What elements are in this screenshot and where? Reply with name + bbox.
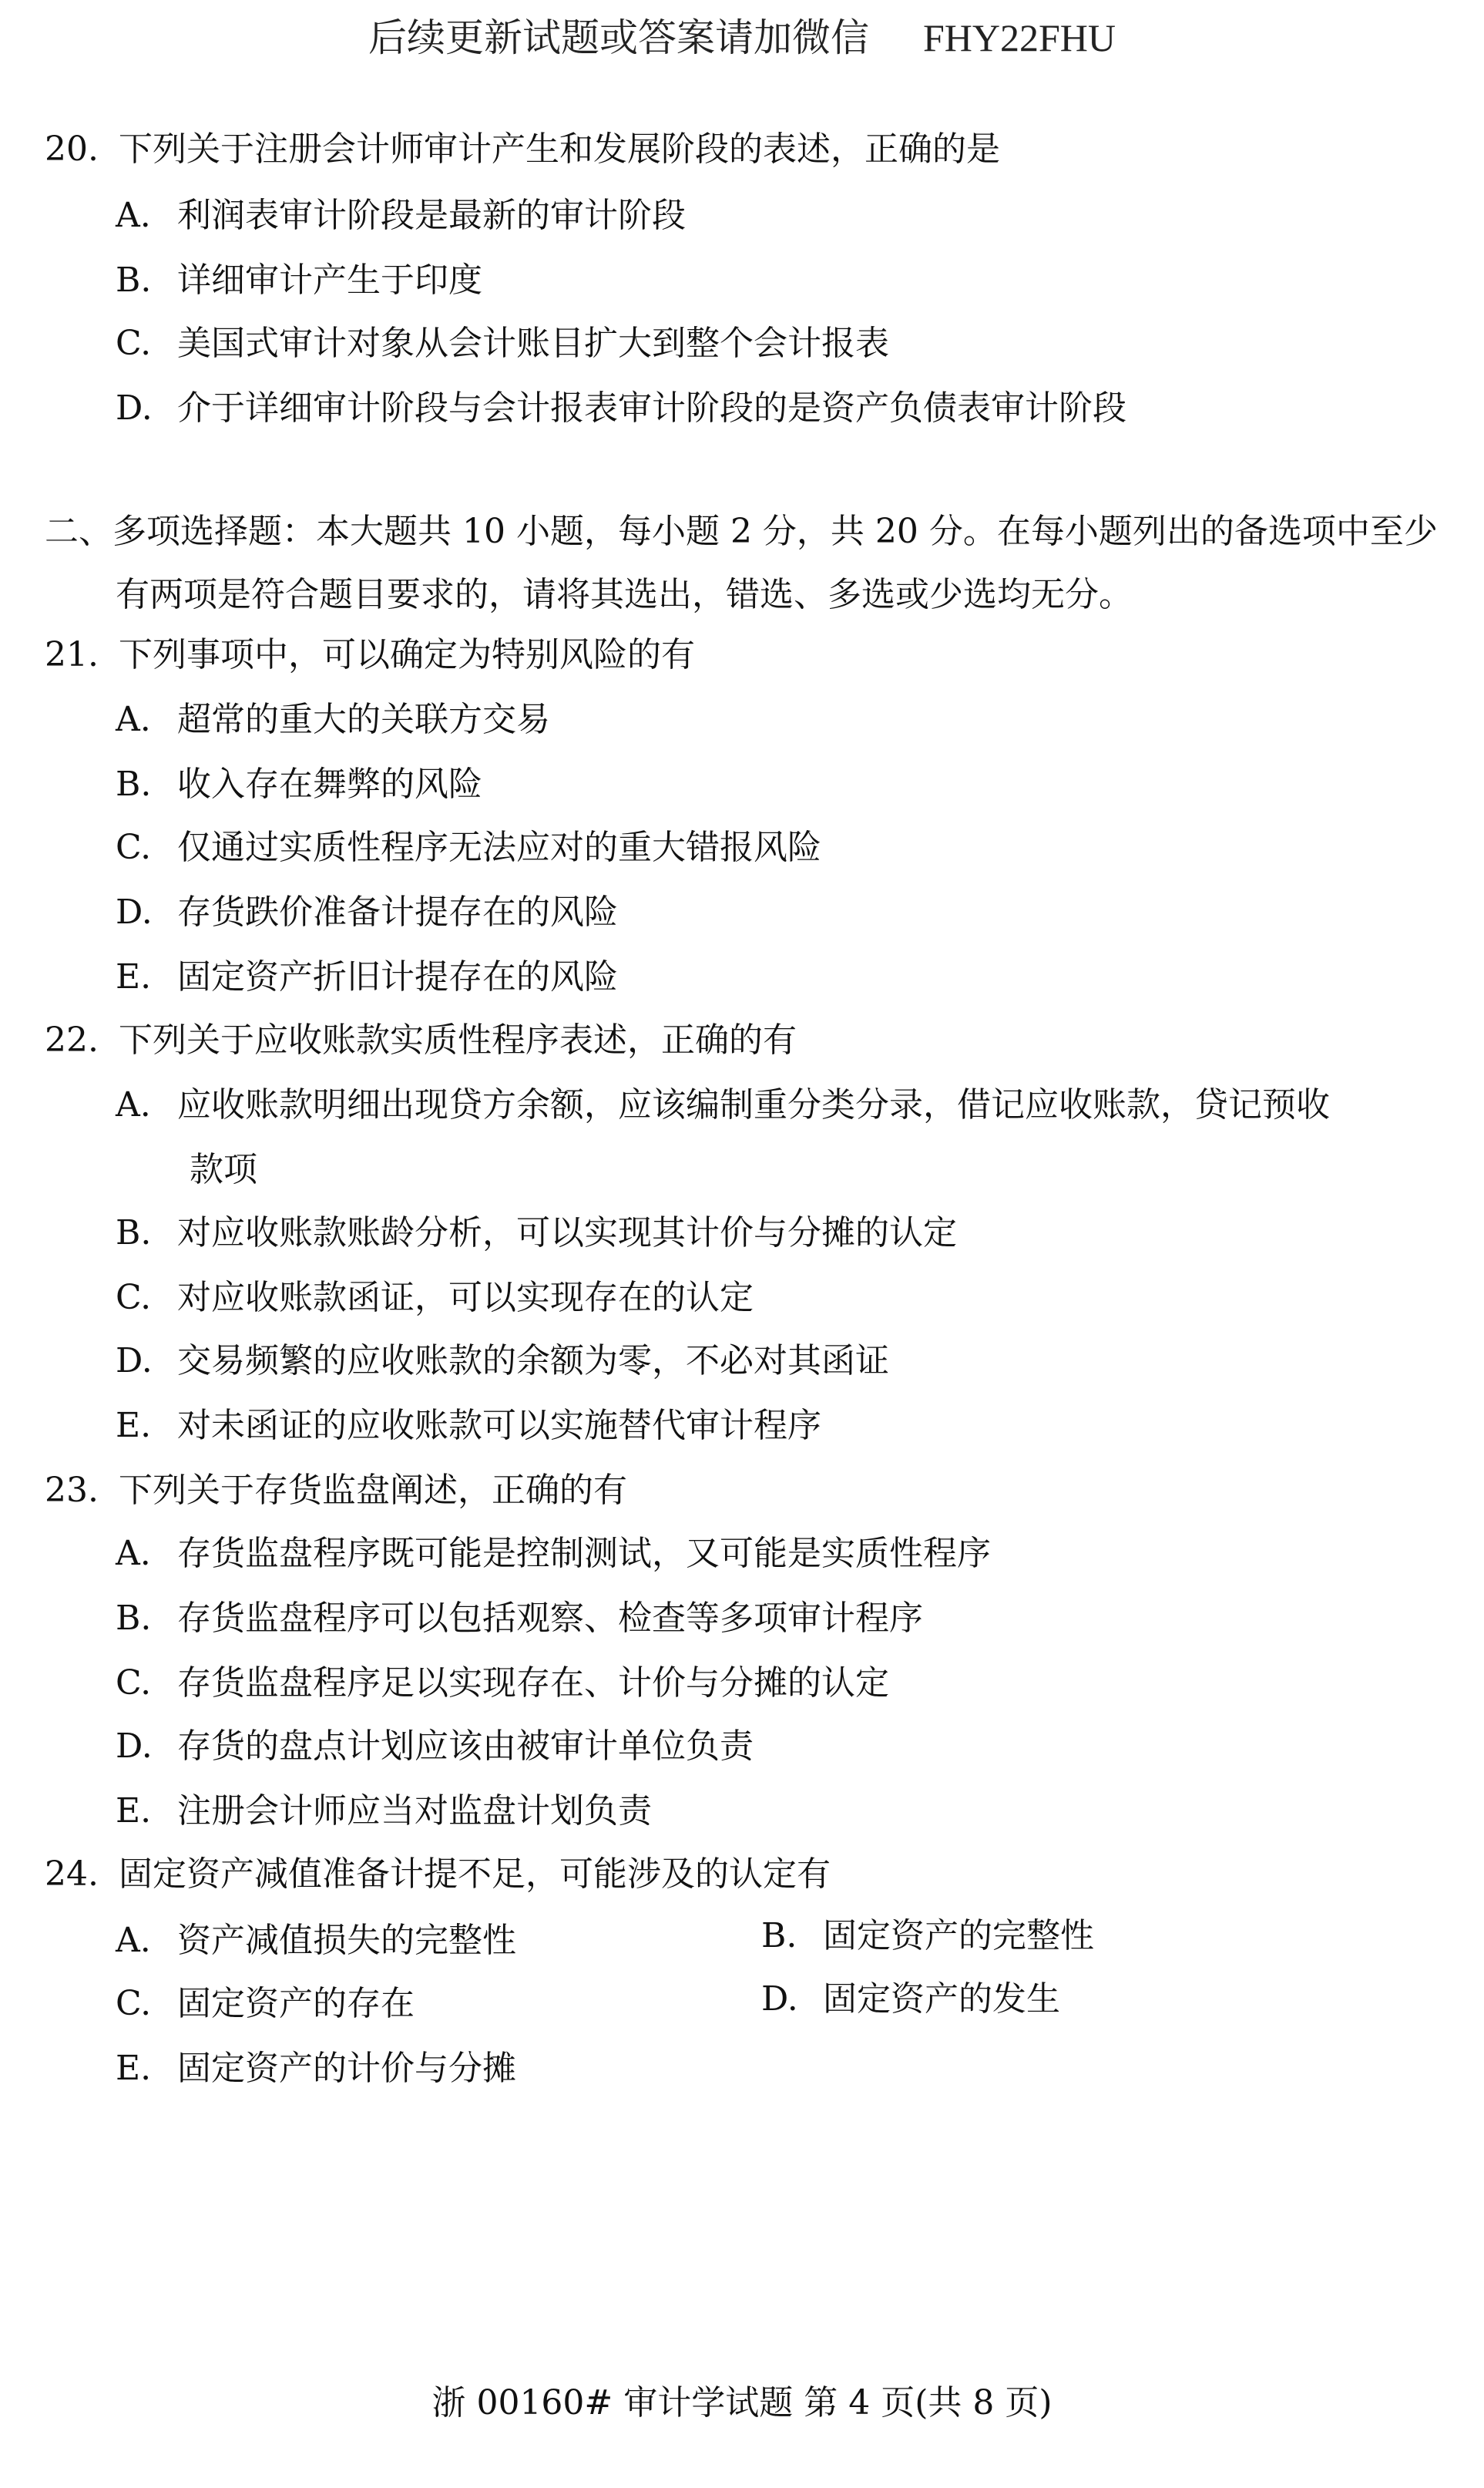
- q21-option-c: C. 仅通过实质性程序无法应对的重大错报风险: [116, 828, 821, 867]
- q20-option-b: B. 详细审计产生于印度: [116, 261, 482, 300]
- question-text: 固定资产减值准备计提不足，可能涉及的认定有: [119, 1854, 831, 1894]
- q23-option-c: C. 存货监盘程序足以实现存在、计价与分摊的认定: [116, 1663, 889, 1703]
- question-22: [45, 1017, 797, 1064]
- q20-option-d: D. 介于详细审计阶段与会计报表审计阶段的是资产负债表审计阶段: [116, 388, 1126, 428]
- question-text: 下列关于存货监盘阐述，正确的有: [119, 1471, 627, 1510]
- question-number: 20.: [45, 129, 99, 169]
- q24-option-a: A. 资产减值损失的完整性: [116, 1921, 516, 1960]
- q21-option-a: A. 超常的重大的关联方交易: [116, 700, 550, 739]
- q22-option-b: B. 对应收账款账龄分析，可以实现其计价与分摊的认定: [116, 1213, 957, 1252]
- q24-option-b: B. 固定资产的完整性: [761, 1916, 1094, 1955]
- q20-option-c: C. 美国式审计对象从会计账目扩大到整个会计报表: [116, 324, 889, 363]
- question-text: 下列关于注册会计师审计产生和发展阶段的表述，正确的是: [119, 129, 1000, 169]
- question-number: 21.: [45, 635, 99, 674]
- header-wechat-id: FHY22FHU: [922, 16, 1116, 59]
- q21-option-d: D. 存货跌价准备计提存在的风险: [116, 893, 618, 932]
- q22-option-a: A. 应收账款明细出现贷方余额，应该编制重分类分录，借记应收账款，贷记预收: [116, 1085, 1330, 1125]
- question-number: 22.: [45, 1020, 99, 1060]
- section-2-heading: 二、多项选择题：本大题共 10 小题，每小题 2 分，共 20 分。在每小题列出的备选项中至少: [45, 512, 1438, 551]
- question-number: 23.: [45, 1471, 99, 1510]
- page-footer: 浙 00160# 审计学试题 第 4 页(共 8 页): [431, 2383, 1053, 2422]
- q24-option-e: E. 固定资产的计价与分摊: [116, 2049, 516, 2088]
- q24-option-c: C. 固定资产的存在: [116, 1984, 415, 2023]
- question-number: 24.: [45, 1854, 99, 1894]
- header-notice: 后续更新试题或答案请加微信: [368, 15, 869, 60]
- q21-option-b: B. 收入存在舞弊的风险: [116, 765, 482, 804]
- section-2-heading-cont: 有两项是符合题目要求的，请将其选出，错选、多选或少选均无分。: [116, 575, 1133, 614]
- q22-option-a-cont: 款项: [190, 1150, 257, 1189]
- question-20: [45, 126, 1000, 173]
- question-23: [45, 1468, 627, 1514]
- q22-option-e: E. 对未函证的应收账款可以实施替代审计程序: [116, 1406, 821, 1445]
- question-24: [45, 1851, 831, 1898]
- q20-option-a: A. 利润表审计阶段是最新的审计阶段: [116, 196, 686, 235]
- q21-option-e: E. 固定资产折旧计提存在的风险: [116, 957, 618, 997]
- page-header: [0, 11, 1484, 65]
- q22-option-d: D. 交易频繁的应收账款的余额为零，不必对其函证: [116, 1341, 889, 1380]
- q23-option-e: E. 注册会计师应当对监盘计划负责: [116, 1791, 652, 1831]
- q23-option-a: A. 存货监盘程序既可能是控制测试，又可能是实质性程序: [116, 1534, 991, 1573]
- question-21: [45, 632, 695, 678]
- q24-option-d: D. 固定资产的发生: [761, 1979, 1060, 2019]
- q22-option-c: C. 对应收账款函证，可以实现存在的认定: [116, 1278, 754, 1317]
- q23-option-b: B. 存货监盘程序可以包括观察、检查等多项审计程序: [116, 1599, 923, 1638]
- question-text: 下列事项中，可以确定为特别风险的有: [119, 635, 695, 674]
- question-text: 下列关于应收账款实质性程序表述，正确的有: [119, 1020, 797, 1060]
- q23-option-d: D. 存货的盘点计划应该由被审计单位负责: [116, 1726, 754, 1766]
